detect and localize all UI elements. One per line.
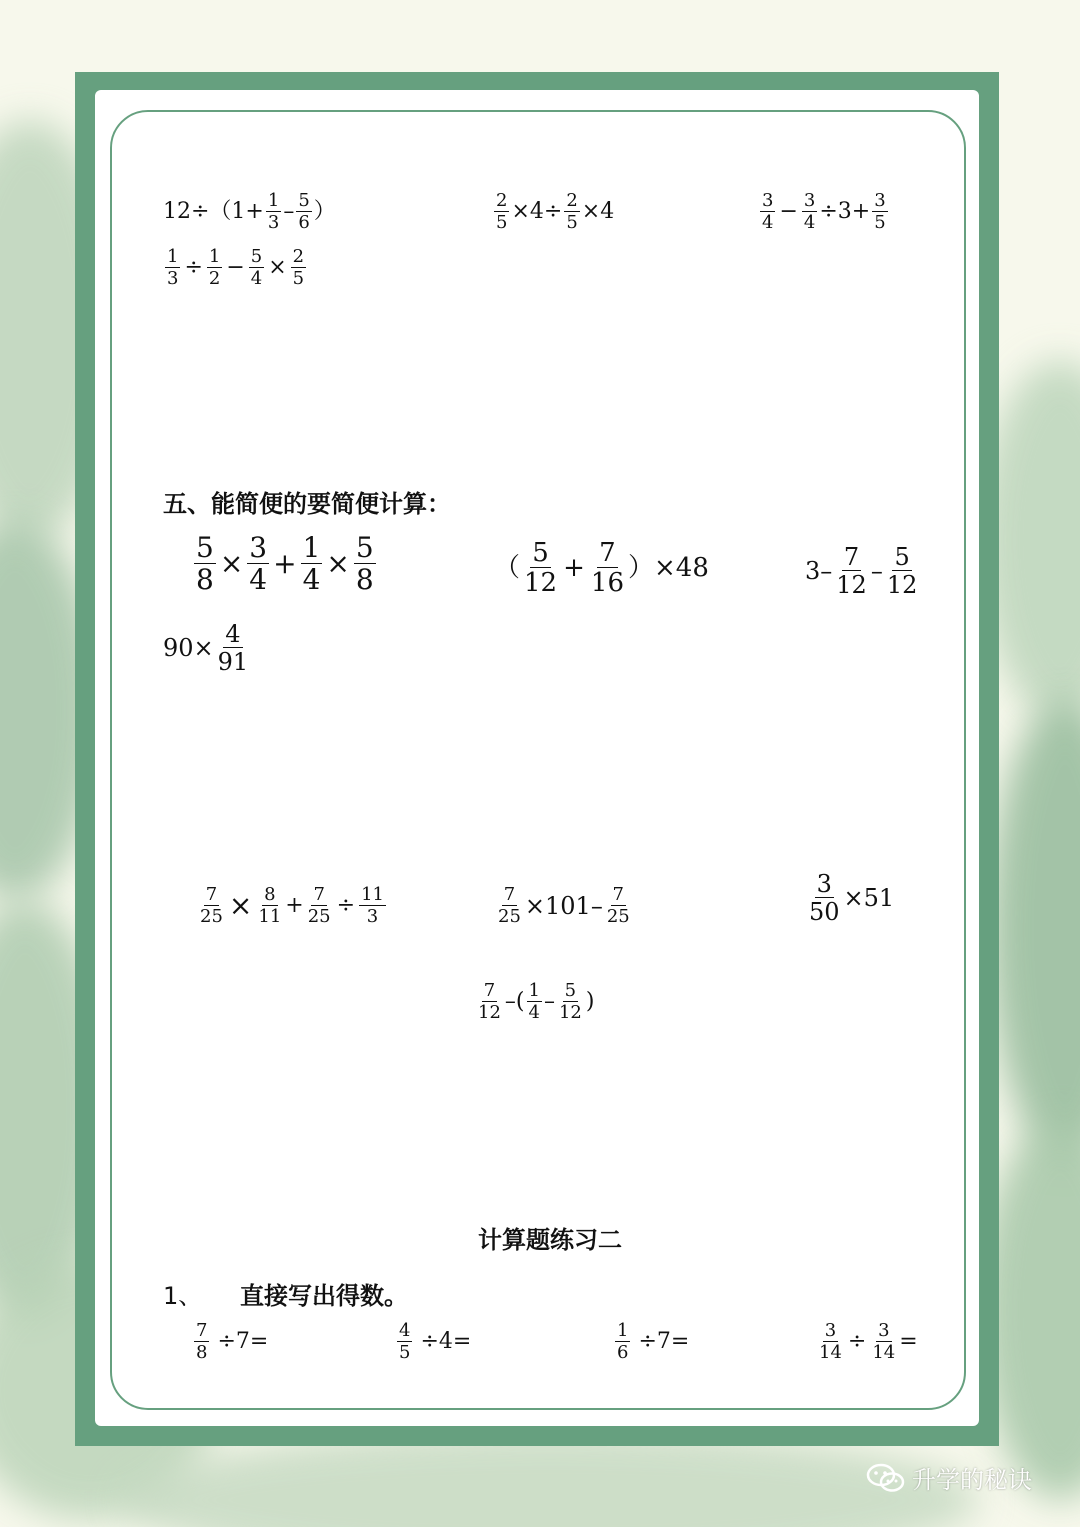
question-1-number: 1、 xyxy=(163,1282,203,1310)
section-5-title: 五、能简便的要简便计算： xyxy=(163,490,451,518)
expression-12: $\frac{7}{12}$ –( $\frac{1}{4}$ – $\frac{5}{12}$ ) xyxy=(478,980,595,1023)
expression-4: $\frac{1}{3}$ ÷ $\frac{1}{2}$ − $\frac{5}{4}$ × $\frac{2}{5}$ xyxy=(167,246,305,289)
answer-item-1: $\frac{7}{8}$ ÷7= xyxy=(196,1320,269,1363)
question-1-text: 直接写出得数。 xyxy=(240,1282,408,1310)
expression-1: 12÷（1+ $\frac{1}{3}$ – $\frac{5}{6}$ ） xyxy=(163,190,336,233)
answer-item-4: $\frac{3}{14}$ ÷ $\frac{3}{14}$ = xyxy=(819,1320,918,1363)
expression-7: 3– $\frac{7}{12}$ – $\frac{5}{12}$ xyxy=(805,543,918,599)
expression-8: 90× $\frac{4}{91}$ xyxy=(163,620,249,676)
expression-3: $\frac{3}{4}$ − $\frac{3}{4}$ ÷3+ $\frac{3}{5}$ xyxy=(762,190,886,233)
expression-2: $\frac{2}{5}$ ×4÷ $\frac{2}{5}$ ×4 xyxy=(496,190,615,233)
practice-2-title: 计算题练习二 xyxy=(478,1226,622,1254)
answer-item-2: $\frac{4}{5}$ ÷4= xyxy=(399,1320,472,1363)
expression-5: $\frac{5}{8}$ × $\frac{3}{4}$ + $\frac{1}{4}$ × $\frac{5}{8}$ xyxy=(196,531,374,596)
answer-item-3: $\frac{1}{6}$ ÷7= xyxy=(617,1320,690,1363)
watermark-text: 升学的秘诀 xyxy=(912,1466,1032,1494)
wechat-icon xyxy=(866,1463,906,1493)
expression-11: $\frac{3}{50}$ ×51 xyxy=(809,870,895,926)
watermark xyxy=(866,1460,1032,1495)
expression-6: （ $\frac{5}{12}$ + $\frac{7}{16}$ ）×48 xyxy=(494,538,709,598)
expression-9: $\frac{7}{25}$ × $\frac{8}{11}$ + $\frac{7}{25}$ ÷ $\frac{11}{3}$ xyxy=(200,884,384,927)
expression-10: $\frac{7}{25}$ ×101– $\frac{7}{25}$ xyxy=(498,884,630,927)
